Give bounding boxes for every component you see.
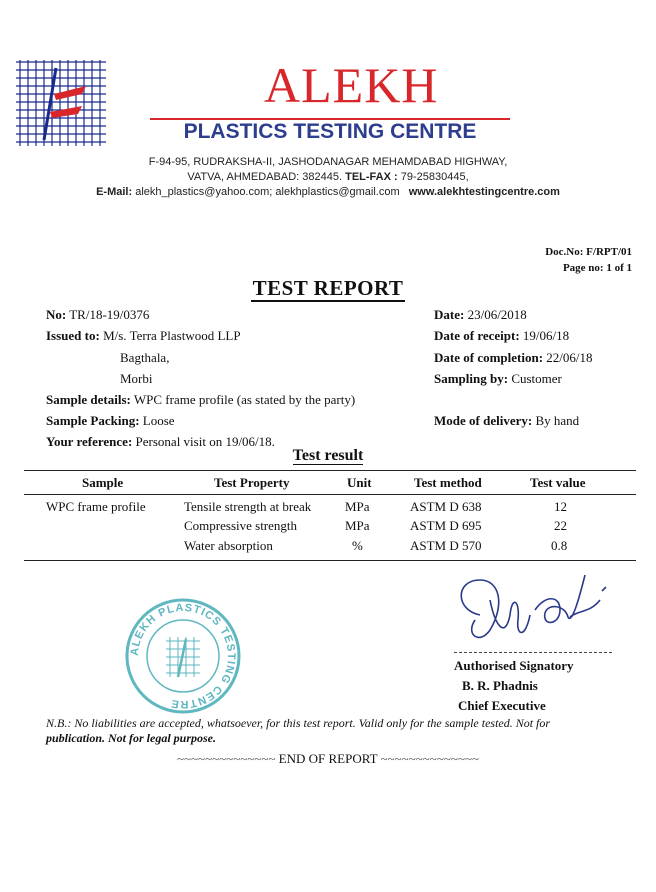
your-reference: Your reference: Personal visit on 19/06/18. [46,434,275,449]
stamp-text: ALEKH PLASTICS TESTING CENTRE [128,601,238,711]
signature-line [454,652,612,653]
table-cell: ASTM D 570 [410,538,482,553]
end-of-report: ~~~~~~~~~~~~~~ END OF REPORT ~~~~~~~~~~~~~~ [176,751,480,766]
col-header-value: Test value [530,475,586,490]
sampling-by: Sampling by: Customer [434,371,562,386]
report-date: Date: 23/06/2018 [434,307,527,322]
page-number: Page no: 1 of 1 [562,262,632,274]
col-header-unit: Unit [347,475,372,490]
signatory-name: B. R. Phadnis [462,678,538,693]
signatory-title: Authorised Signatory [454,658,574,673]
table-cell: 12 [554,499,567,514]
centre-name: PLASTICS TESTING CENTRE [183,120,477,143]
contact-line: E-Mail: alekh_plastics@yahoo.com; alekhplastics@gmail.com www.alekhtestingcentre.com [96,186,560,198]
report-number: No: TR/18-19/0376 [46,307,150,322]
mode-of-delivery: Mode of delivery: By hand [434,413,580,428]
table-header-rule [24,494,636,495]
table-cell: MPa [345,499,370,514]
table-cell: ASTM D 638 [410,499,482,514]
sample-details: Sample details: WPC frame profile (as stated by the party) [46,392,356,407]
issued-to: Issued to: M/s. Terra Plastwood LLP [46,328,241,343]
col-header-method: Test method [414,475,482,490]
signatory-designation: Chief Executive [458,698,546,713]
test-result-title: Test result [292,447,364,464]
website-link[interactable]: www.alekhtestingcentre.com [408,186,560,198]
address-line-2: VATVA, AHMEDABAD: 382445. TEL-FAX : 79-25830445, [187,171,469,183]
table-cell: WPC frame profile [46,499,146,514]
table-cell: MPa [345,518,370,533]
col-header-sample: Sample [82,475,124,490]
table-cell: 22 [554,518,567,533]
signature-icon [450,555,630,655]
table-cell: Compressive strength [184,518,298,533]
table-cell: Tensile strength at break [184,499,312,514]
sample-packing: Sample Packing: Loose [46,413,175,428]
table-cell: % [352,538,363,553]
table-top-rule [24,470,636,471]
company-stamp-icon [124,597,242,715]
table-cell: ASTM D 695 [410,518,482,533]
date-of-completion: Date of completion: 22/06/18 [434,350,593,365]
report-title: TEST REPORT [252,276,404,300]
table-cell: 0.8 [551,538,568,553]
table-cell: Water absorption [184,538,273,553]
disclaimer: N.B.: No liabilities are accepted, whatsoever, for this test report. Valid only for the sample tested. Not for publication. Not for legal purpose. [46,716,551,745]
address-line-1: F-94-95, RUDRAKSHA-II, JASHODANAGAR MEHAMDABAD HIGHWAY, [148,156,508,168]
issued-to-line-3: Morbi [120,371,153,386]
brand-name: ALEKH [264,57,439,113]
date-of-receipt: Date of receipt: 19/06/18 [434,328,570,343]
doc-number: Doc.No: F/RPT/01 [545,246,632,258]
issued-to-line-2: Bagthala, [120,350,170,365]
col-header-property: Test Property [214,475,290,490]
company-logo-icon [16,60,106,146]
